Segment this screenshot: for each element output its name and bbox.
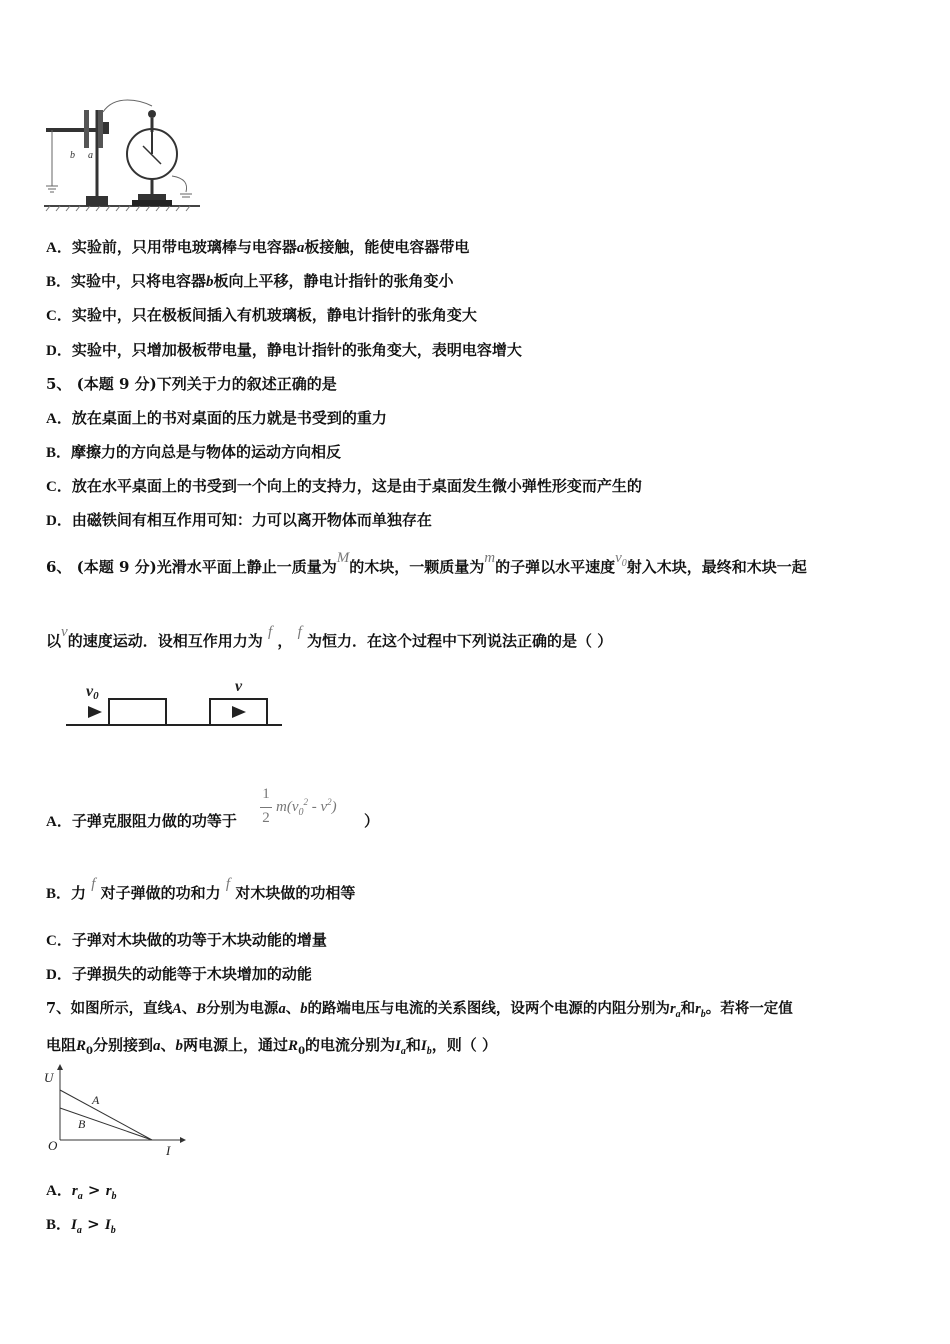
line-b-label: B [78,1117,86,1131]
figure-v-label: v [235,678,243,695]
figure-label-b: b [70,150,75,161]
q4-option-a: A．实验前，只用带电玻璃棒与电容器a板接触，能使电容器带电 [46,238,470,256]
q4-option-c: C．实验中，只在极板间插入有机玻璃板，静电计指针的张角变大 [46,306,477,324]
ui-graph [40,1062,190,1162]
q7-option-a: A．$r_a > r_b$ [46,1181,117,1202]
q6-stem-line1: 6、 (本题 9 分)光滑水平面上静止一质量为M的木块，一颗质量为m的子弹以水平速度$v_0$射入木块，最终和木块一起 [46,550,807,576]
bullet-block-figure [60,674,290,732]
q6-option-b: B．力 f 对子弹做的功和力 f 对木块做的功相等 [46,876,356,902]
line-b [60,1108,152,1140]
q5-stem: 5、 (本题 9 分)下列关于力的叙述正确的是 [46,375,337,393]
line-a-label: A [92,1093,100,1107]
q5-option-b: B．摩擦力的方向总是与物体的运动方向相反 [46,443,342,461]
line-a [60,1090,152,1140]
origin-label: O [48,1138,58,1153]
q6-option-a-close: ） [364,812,380,830]
q4-option-d: D．实验中，只增加极板带电量，静电计指针的张角变大，表明电容增大 [46,341,522,359]
q6-option-a: A．子弹克服阻力做的功等于 [46,812,237,830]
q5-option-a: A．放在桌面上的书对桌面的压力就是书受到的重力 [46,409,387,427]
q5-option-d: D．由磁铁间有相互作用可知：力可以离开物体而单独存在 [46,511,432,529]
q7-option-b: B．$I_a > I_b$ [46,1215,116,1236]
axis-label-i: I [166,1143,171,1158]
electroscope-figure [40,96,205,214]
q4-option-b: B．实验中，只将电容器b板向上平移，静电计指针的张角变小 [46,272,454,290]
figure-v0-label: v0 [86,683,99,702]
q7-stem-line2: 电阻$R_0$分别接到a、b两电源上，通过$R_0$的电流分别为$I_a$和$I_b$，则（ ） [46,1036,497,1057]
q5-option-c: C．放在水平桌面上的书受到一个向上的支持力，这是由于桌面发生微小弹性形变而产生的 [46,477,642,495]
q6-option-c: C．子弹对木块做的功等于木块动能的增量 [46,931,327,949]
axis-label-u: U [44,1070,54,1085]
q6-option-d: D．子弹损失的动能等于木块增加的动能 [46,965,312,983]
figure-label-a: a [88,150,93,161]
q6-stem-line2: 以v的速度运动．设相互作用力为 f ， f 为恒力．在这个过程中下列说法正确的是（ ） [46,624,613,650]
q7-stem-line1: 7、如图所示，直线A、B分别为电源a、b的路端电压与电流的关系图线，设两个电源的内阻分别为$r_a$和$r_b$。若将一定值 [46,1000,793,1020]
